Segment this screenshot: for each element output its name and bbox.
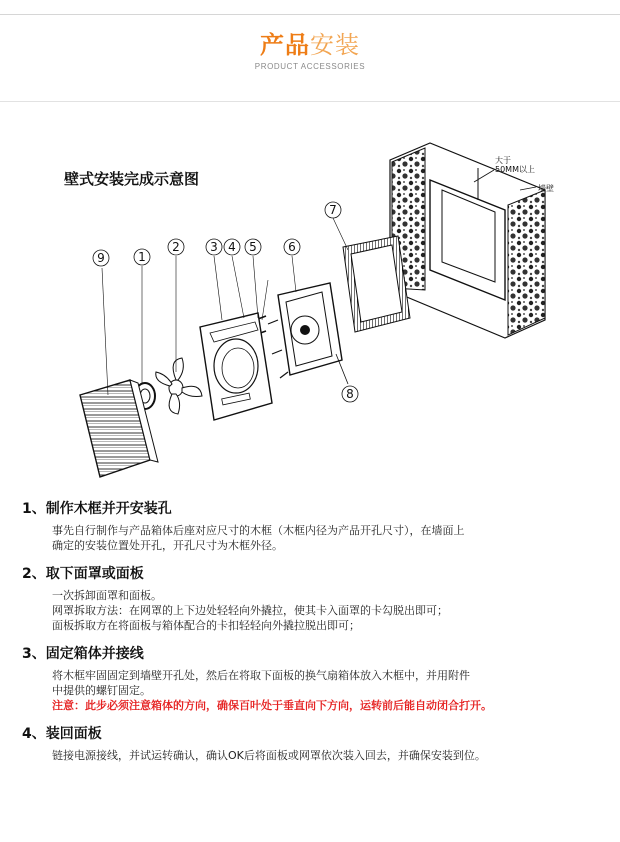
- callout-size-line1: 大于: [495, 156, 511, 165]
- section-2-line-2: 网罩拆取方法：在网罩的上下边处轻轻向外撬拉，使其卡入面罩的卡勾脱出即可；: [52, 604, 448, 617]
- section-1: [22, 500, 607, 553]
- section-3-title: 3、固定箱体并接线: [22, 646, 144, 662]
- label-2: 2: [172, 240, 180, 254]
- section-1-line-2: 确定的安装位置处开孔，开孔尺寸为木框外径。: [52, 539, 283, 552]
- section-4-title: 4、装回面板: [22, 726, 102, 742]
- callout-size-line2: 50MM以上: [495, 165, 535, 174]
- section-3-warning: 注意：此步必须注意箱体的方向，确保百叶处于垂直向下方向，运转前后能自动闭合打开。: [52, 699, 492, 712]
- header-divider: [0, 101, 620, 102]
- diagram-title: 壁式安装完成示意图: [64, 170, 200, 188]
- title-bold: 产品: [260, 31, 310, 59]
- section-1-line-1: 事先自行制作与产品箱体后座对应尺寸的木框（木框内径为产品开孔尺寸），在墙面上: [52, 524, 465, 537]
- instruction-sections: [22, 500, 607, 775]
- title-light: 安装: [310, 31, 360, 59]
- section-3: [22, 645, 607, 713]
- callout-wall: 墙壁: [538, 184, 554, 193]
- section-2-line-1: 一次拆卸面罩和面板。: [52, 589, 162, 602]
- label-4: 4: [228, 240, 236, 254]
- section-4: [22, 725, 607, 763]
- page-subtitle: PRODUCT ACCESSORIES: [254, 62, 366, 71]
- label-6: 6: [288, 240, 296, 254]
- section-2: [22, 565, 607, 633]
- part-6-box-body: [268, 283, 348, 384]
- section-4-line-1: 链接电源接线，并试运转确认，确认OK后将面板或网罩依次装入回去，并确保安装到位。: [52, 749, 486, 762]
- label-1: 1: [138, 250, 146, 264]
- part-3-face-panel: [200, 313, 272, 420]
- section-2-title: 2、取下面罩或面板: [22, 566, 144, 582]
- page-header: [0, 30, 620, 71]
- callout-size: [495, 156, 535, 174]
- label-5: 5: [249, 240, 257, 254]
- section-2-line-3: 面板拆取方在将面板与箱体配合的卡扣轻轻向外撬拉脱出即可；: [52, 619, 360, 632]
- label-7: 7: [329, 203, 337, 217]
- label-8: 8: [346, 387, 354, 401]
- section-3-line-1: 将木框牢固固定到墙壁开孔处，然后在将取下面板的换气扇箱体放入木框中，并用附件: [52, 669, 470, 682]
- part-2-fan-blade: [156, 358, 202, 414]
- section-3-line-2: 中提供的螺钉固定。: [52, 684, 151, 697]
- label-3: 3: [210, 240, 218, 254]
- page-title: [0, 30, 620, 60]
- part-7-wood-frame: [343, 236, 410, 332]
- top-divider: [0, 14, 620, 15]
- section-1-title: 1、制作木框并开安装孔: [22, 501, 172, 517]
- label-9: 9: [97, 251, 105, 265]
